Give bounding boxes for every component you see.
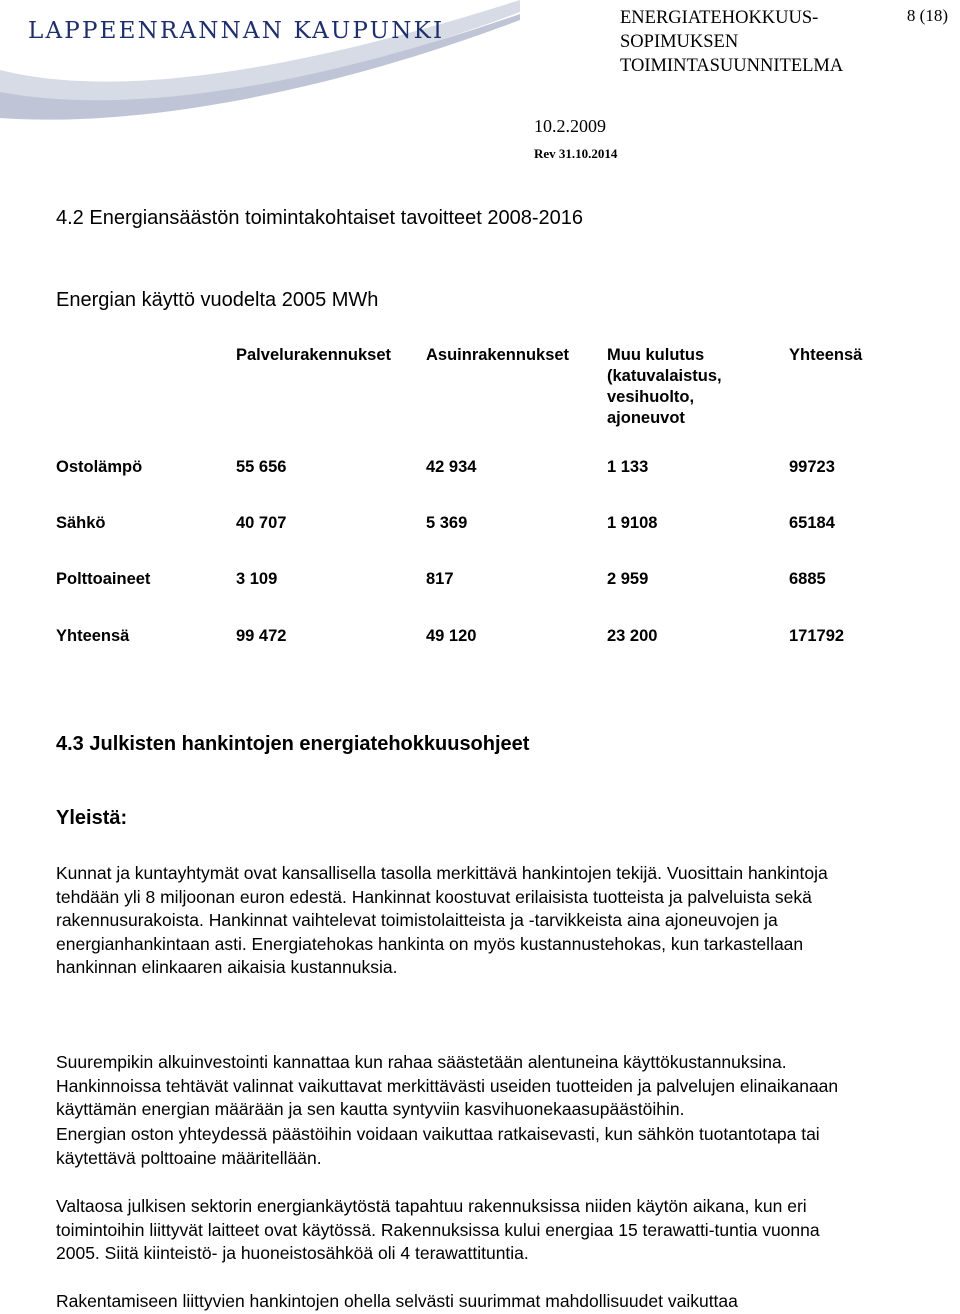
paragraph-1 <box>56 862 936 980</box>
text-line: Kunnat ja kuntayhtymät ovat kansallisella tasolla merkittävä hankintojen tekijä. Vuosittain hankintoja <box>56 863 828 883</box>
text-line: Energian oston yhteydessä päästöihin voidaan vaikuttaa ratkaisevasti, kun sähkön tuotantotapa tai <box>56 1124 820 1144</box>
table-cell: 3 109 <box>236 570 278 588</box>
column-header: Yhteensä <box>789 346 863 364</box>
table-cell: 1 133 <box>607 458 649 476</box>
text-line: 2005. Siitä kiinteistö- ja huoneistosähköä oli 4 terawattituntia. <box>56 1243 529 1263</box>
text-line: hankinnan elinkaaren aikaisia kustannuksia. <box>56 957 398 977</box>
table-cell: 99723 <box>789 458 835 476</box>
table-cell: 42 934 <box>426 458 477 476</box>
document-title <box>620 6 910 78</box>
title-line: SOPIMUKSEN <box>620 32 739 52</box>
text-line: rakennusurakoista. Hankinnat vaihtelevat toimistolaitteista ja -tarvikkeista aina ajoneuvojen ja <box>56 910 778 930</box>
table-cell: 40 707 <box>236 514 287 532</box>
row-label: Sähkö <box>56 514 106 532</box>
table-cell: 55 656 <box>236 458 287 476</box>
city-logo <box>0 0 520 130</box>
text-line: käytettävä polttoaine määritellään. <box>56 1147 322 1168</box>
column-header-line: (katuvalaistus, <box>607 367 722 385</box>
text-line: energianhankintaan asti. Energiatehokas hankinta on myös kustannustehokas, kun tarkastellaan <box>56 933 804 954</box>
table-cell: 65184 <box>789 514 835 532</box>
section-heading-4-2: 4.2 Energiansäästön toimintakohtaiset tavoitteet 2008-2016 <box>56 207 584 229</box>
table-cell: 5 369 <box>426 514 468 532</box>
table-cell: 171792 <box>789 627 845 645</box>
column-header: Asuinrakennukset <box>426 346 570 364</box>
text-line: Valtaosa julkisen sektorin energiankäytöstä tapahtuu rakennuksissa niiden käytön aikana, kun eri <box>56 1196 807 1216</box>
paragraph-4 <box>56 1195 936 1266</box>
text-line: tehdään yli 8 miljoonan euron edestä. Hankinnat koostuvat erilaisista tuotteista ja palveluista sekä <box>56 886 812 907</box>
table-cell: 817 <box>426 570 454 588</box>
text-line: Hankinnoissa tehtävät valinnat vaikuttavat merkittävästi useiden tuotteiden ja palvelujen elinaikanaan <box>56 1075 839 1096</box>
paragraph-5 <box>56 1290 936 1314</box>
title-line: TOIMINTASUUNNITELMA <box>620 56 844 76</box>
title-line: ENERGIATEHOKKUUS- <box>620 8 819 28</box>
text-line: toimintoihin liittyvät laitteet ovat käytössä. Rakennuksissa kului energiaa 15 terawatti-tuntia vuonna <box>56 1219 820 1240</box>
table-cell: 99 472 <box>236 627 287 645</box>
page-number: 8 (18) <box>906 6 948 25</box>
revision-date: Rev 31.10.2014 <box>534 146 618 161</box>
text-line: käyttämän energian määrään ja sen kautta syntyviin kasvihuonekaasupäästöihin. <box>56 1099 685 1119</box>
column-header <box>607 345 722 429</box>
table-cell: 1 9108 <box>607 514 658 532</box>
table-cell: 23 200 <box>607 627 658 645</box>
text-line: Suurempikin alkuinvestointi kannattaa kun rahaa säästetään alentuneina käyttökustannuksina. <box>56 1052 787 1072</box>
column-header: Palvelurakennukset <box>236 346 391 364</box>
table-cell: 2 959 <box>607 570 649 588</box>
subheading-general: Yleistä: <box>56 807 128 829</box>
column-header-line: ajoneuvot <box>607 409 685 427</box>
section-heading-4-3: 4.3 Julkisten hankintojen energiatehokkuusohjeet <box>56 733 530 755</box>
row-label: Yhteensä <box>56 627 130 645</box>
column-header-line: vesihuolto, <box>607 388 695 406</box>
text-line: Rakentamiseen liittyvien hankintojen ohella selvästi suurimmat mahdollisuudet vaikuttaa <box>56 1291 738 1311</box>
paragraph-2 <box>56 1051 936 1122</box>
paragraph-3 <box>56 1123 936 1170</box>
table-cell: 49 120 <box>426 627 477 645</box>
row-label: Polttoaineet <box>56 570 151 588</box>
table-title: Energian käyttö vuodelta 2005 MWh <box>56 289 379 311</box>
document-date: 10.2.2009 <box>534 116 606 136</box>
table-cell: 6885 <box>789 570 826 588</box>
logo-text: LAPPEENRANNAN KAUPUNKI <box>28 18 445 44</box>
column-header-line: Muu kulutus <box>607 346 705 364</box>
row-label: Ostolämpö <box>56 458 143 476</box>
